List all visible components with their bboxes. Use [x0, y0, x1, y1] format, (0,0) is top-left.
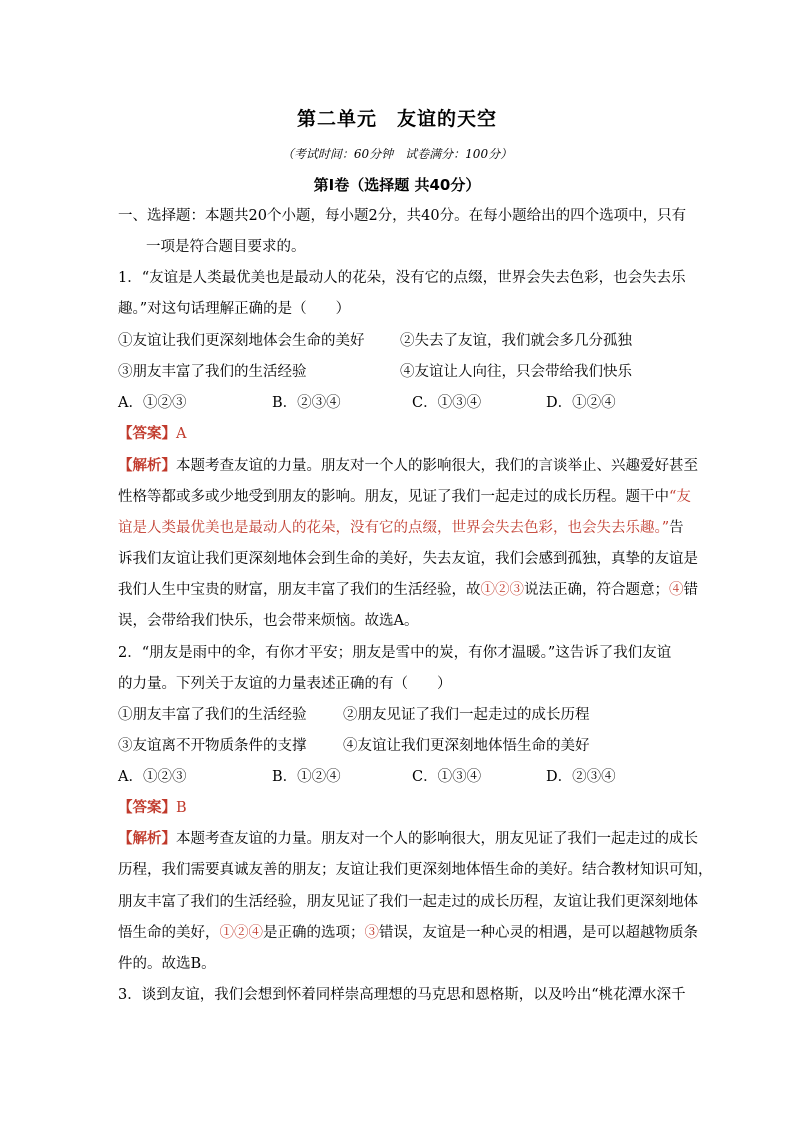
q2-stem-line-2: 的力量。下列关于友谊的力量表述正确的有（ ）	[118, 676, 452, 692]
q2-choice-d: D．②③④	[546, 769, 616, 785]
answer-tag: 【答案】	[118, 799, 176, 816]
q2-choice-a: A．①②③	[118, 769, 187, 785]
page-title: 第二单元 友谊的天空	[296, 108, 497, 130]
analysis-text: 性格等都或多或少地受到朋友的影响。朋友，见证了我们一起走过的成长历程。题干中	[118, 489, 669, 505]
answer-tag: 【答案】	[118, 425, 176, 442]
q1-analysis-line-1	[118, 456, 698, 476]
q1-choice-d: D．①②④	[546, 395, 616, 411]
q1-analysis-line-2	[118, 487, 691, 507]
q1-item-3: ③朋友丰富了我们的生活经验	[118, 364, 307, 380]
section-heading: 第Ⅰ卷（选择题 共40分）	[313, 176, 481, 194]
analysis-quote: 谊是人类最优美也是最动人的花朵，没有它的点缀，世界会失去色彩，也会失去乐趣。”	[118, 520, 670, 536]
analysis-tag: 【解析】	[118, 457, 176, 474]
analysis-quote: “友	[669, 489, 691, 505]
analysis-text: 我们人生中宝贵的财富，朋友丰富了我们的生活经验，故	[118, 582, 481, 598]
q1-analysis-line-3	[118, 518, 684, 538]
q1-analysis-line-6: 误，会带给我们快乐，也会带来烦恼。故选A。	[118, 613, 419, 629]
q1-item-2: ②失去了友谊，我们就会多几分孤独	[400, 333, 632, 349]
q1-choice-a: A．①②③	[118, 395, 187, 411]
q2-choice-c: C．①③④	[412, 769, 482, 785]
analysis-tag: 【解析】	[118, 830, 176, 847]
q2-analysis-line-2: 历程，我们需要真诚友善的朋友；友谊让我们更深刻地体悟生命的美好。结合教材知识可知，	[118, 862, 713, 878]
q2-choice-b: B．①②④	[272, 769, 341, 785]
q2-analysis-line-3: 朋友丰富了我们的生活经验，朋友见证了我们一起走过的成长历程，友谊让我们更深刻地体	[118, 894, 698, 910]
answer-value: A	[176, 426, 187, 442]
analysis-text: 错	[683, 582, 698, 598]
instructions-line-1: 一、选择题：本题共20个小题，每小题2分，共40分。在每小题给出的四个选项中，只有	[118, 208, 687, 224]
q2-stem-line-1: 2．“朋友是雨中的伞，有你才平安；朋友是雪中的炭，有你才温暖。”这告诉了我们友谊	[118, 645, 672, 661]
answer-value: B	[176, 800, 187, 816]
analysis-text: 是正确的选项；	[263, 925, 365, 941]
q1-stem-line-1: 1．“友谊是人类最优美也是最动人的花朵，没有它的点缀，世界会失去色彩，也会失去乐	[118, 270, 686, 286]
analysis-highlight: ①②③	[480, 582, 524, 598]
q1-analysis-line-4: 诉我们友谊让我们更深刻地体会到生命的美好，失去友谊，我们会感到孤独，真挚的友谊是	[118, 551, 698, 567]
q1-choice-b: B．②③④	[272, 395, 341, 411]
q1-item-1: ①友谊让我们更深刻地体会生命的美好	[118, 333, 365, 349]
q2-analysis-line-1	[118, 829, 698, 849]
analysis-text: 错误，友谊是一种心灵的相遇，是可以超越物质条	[379, 925, 698, 941]
analysis-highlight: ④	[669, 582, 684, 598]
q1-item-4: ④友谊让人向往，只会带给我们快乐	[400, 364, 632, 380]
q2-item-2: ②朋友见证了我们一起走过的成长历程	[343, 707, 590, 723]
exam-info: （考试时间：60分钟 试卷满分：100分）	[281, 147, 513, 161]
q2-answer	[118, 798, 678, 818]
q1-analysis-line-5	[118, 580, 698, 600]
q1-answer	[118, 424, 678, 444]
q3-stem-line-1: 3．谈到友谊，我们会想到怀着同样崇高理想的马克思和恩格斯，以及吟出“桃花潭水深千	[118, 987, 686, 1003]
analysis-text: 告	[669, 520, 684, 536]
q2-item-4: ④友谊让我们更深刻地体悟生命的美好	[343, 738, 590, 754]
analysis-text: 本题考查友谊的力量。朋友对一个人的影响很大，朋友见证了我们一起走过的成长	[176, 831, 698, 847]
q2-item-3: ③友谊离不开物质条件的支撑	[118, 738, 307, 754]
analysis-text: 说法正确，符合题意；	[524, 582, 669, 598]
q2-analysis-line-4	[118, 923, 698, 943]
q1-stem-line-2: 趣。”对这句话理解正确的是（ ）	[118, 301, 351, 317]
instructions-line-2: 一项是符合题目要求的。	[146, 239, 306, 255]
analysis-highlight: ③	[364, 925, 379, 941]
q2-analysis-line-5: 件的。故选B。	[118, 956, 216, 972]
analysis-text: 本题考查友谊的力量。朋友对一个人的影响很大，我们的言谈举止、兴趣爱好甚至	[176, 458, 698, 474]
analysis-text: 悟生命的美好，	[118, 925, 220, 941]
analysis-highlight: ①②④	[219, 925, 263, 941]
q2-item-1: ①朋友丰富了我们的生活经验	[118, 707, 307, 723]
q1-choice-c: C．①③④	[412, 395, 482, 411]
